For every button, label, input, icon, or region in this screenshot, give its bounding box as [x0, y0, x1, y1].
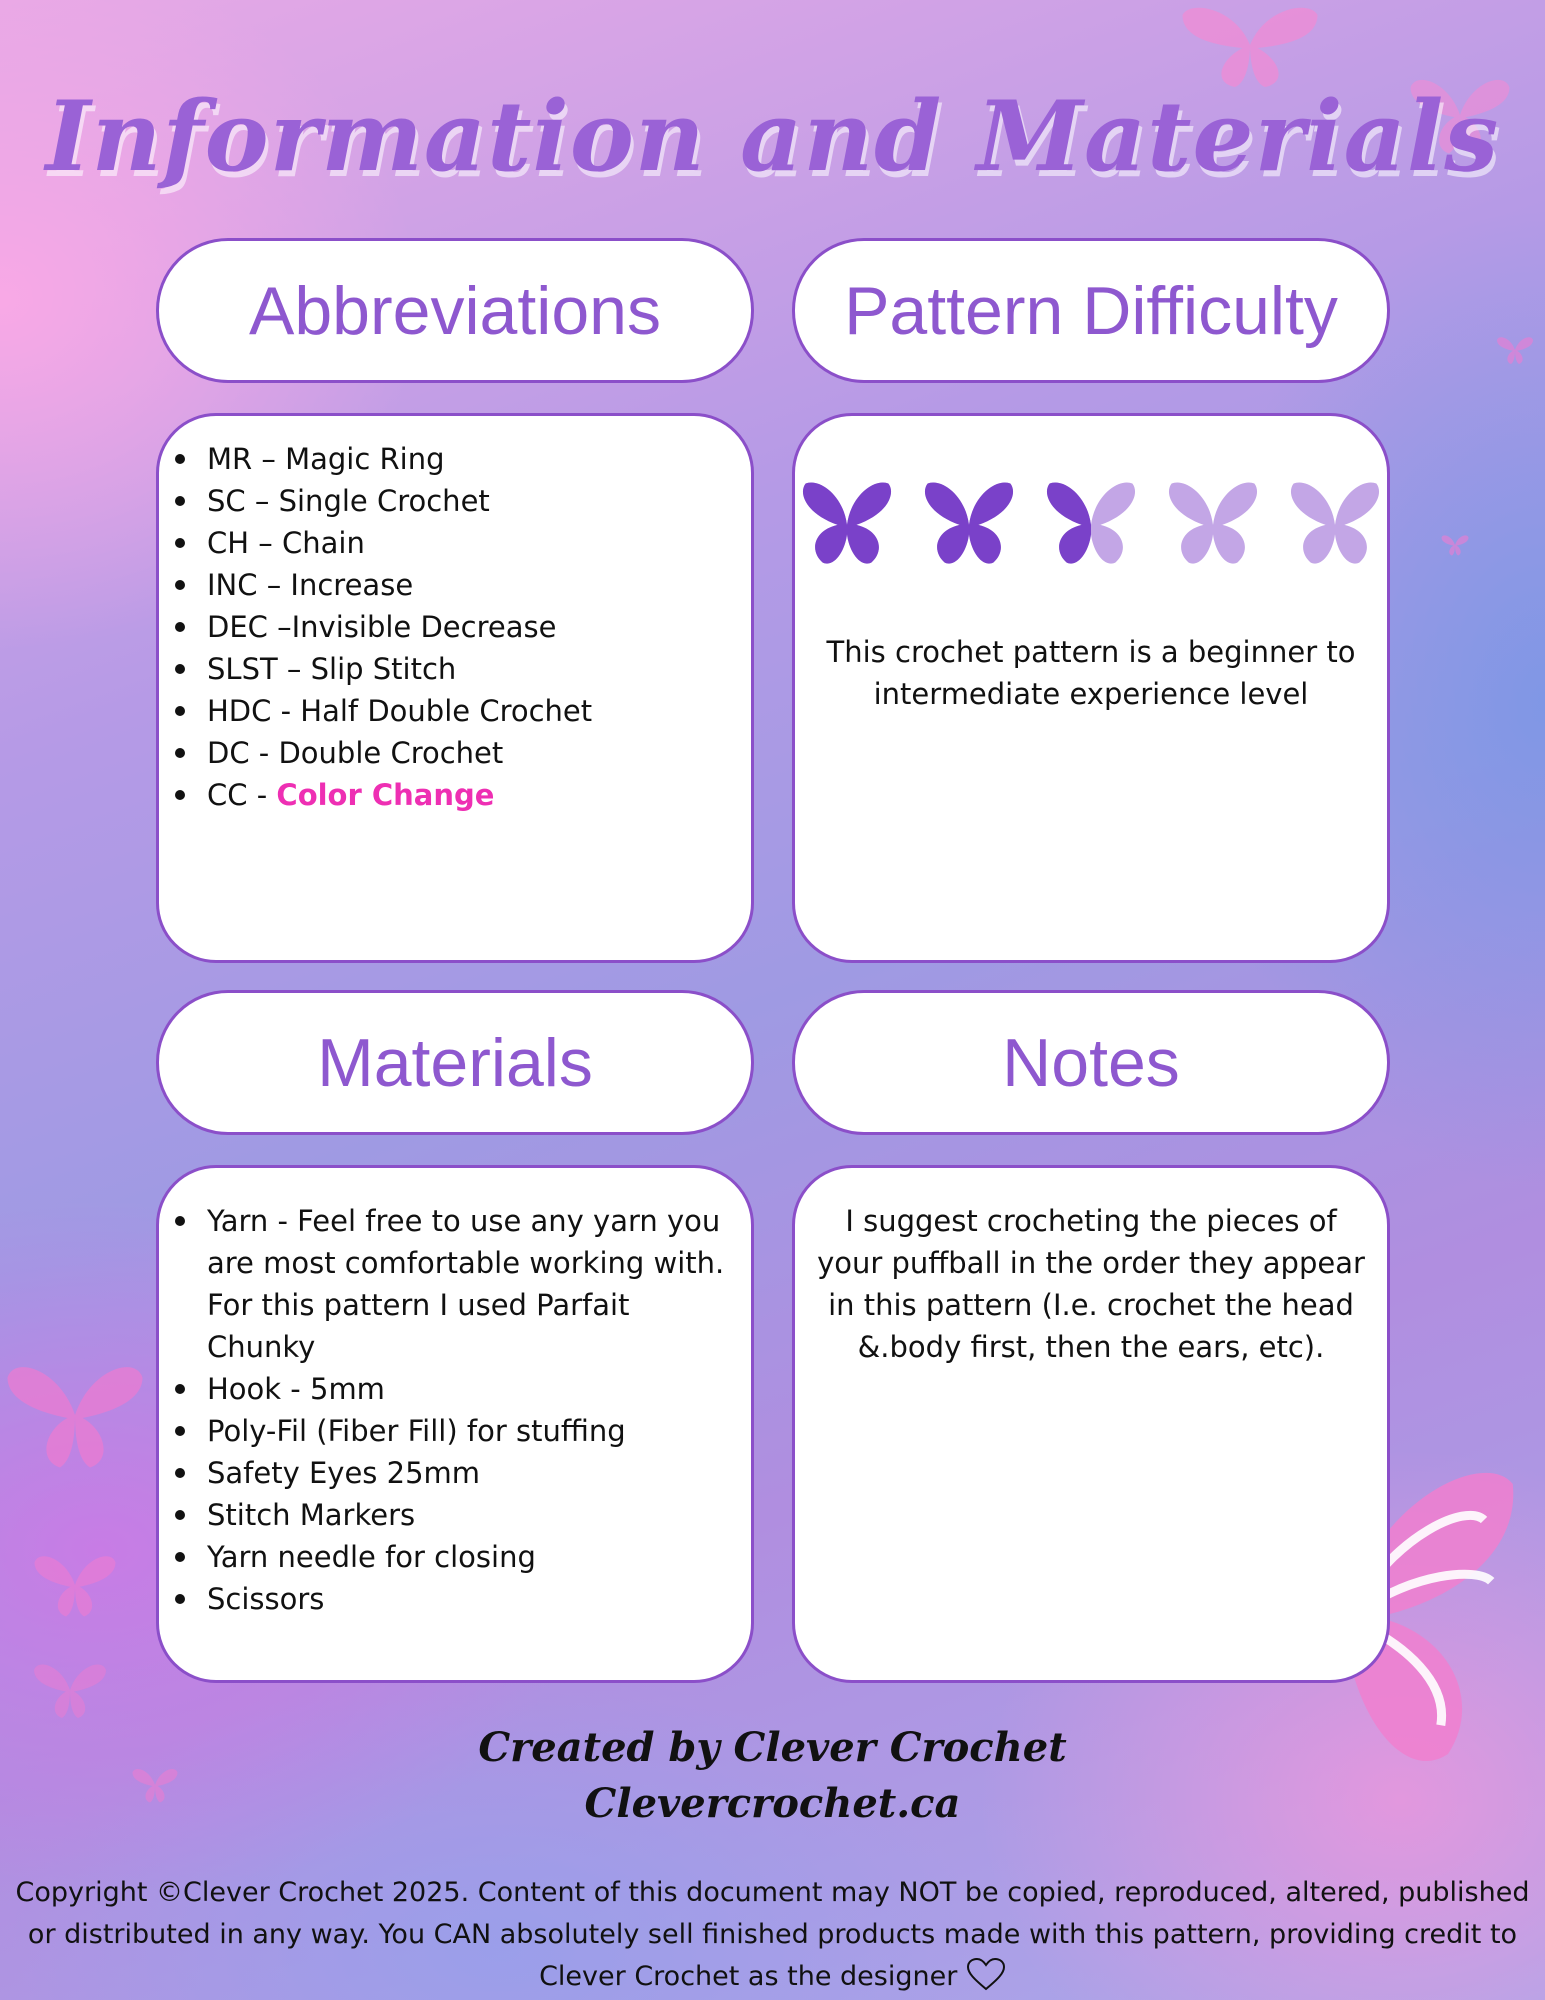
credits-website: Clevercrochet.ca: [584, 1780, 961, 1827]
difficulty-description: This crochet pattern is a beginner to intermediate experience level: [826, 635, 1356, 711]
butterfly-decoration-icon: [1495, 330, 1535, 370]
difficulty-butterfly-icon: [1161, 476, 1265, 570]
heart-icon: [966, 1957, 1006, 1991]
list-item: SC – Single Crochet: [207, 480, 751, 522]
copyright-notice: Copyright ©Clever Crochet 2025. Content of this document may NOT be copied, reproduced, altered, published or distributed in any way. You CAN absolutely sell finished products made with this pattern, providing credit to Clever Crochet as the designer: [15, 1877, 1530, 1992]
color-change-highlight: Color Change: [276, 778, 495, 812]
notes-panel: [792, 1165, 1390, 1683]
materials-list: [159, 1200, 743, 1620]
list-item: Poly-Fil (Fiber Fill) for stuffing: [207, 1410, 743, 1452]
list-item: Hook - 5mm: [207, 1368, 743, 1410]
list-item: Yarn needle for closing: [207, 1536, 743, 1578]
butterfly-decoration-icon: [1440, 530, 1470, 560]
list-item: HDC - Half Double Crochet: [207, 690, 751, 732]
difficulty-panel: [792, 413, 1390, 963]
list-item: Yarn - Feel free to use any yarn you are most comfortable working with. For this pattern I used Parfait Chunky: [207, 1200, 743, 1368]
list-item: SLST – Slip Stitch: [207, 648, 751, 690]
butterfly-decoration-icon: [0, 1330, 150, 1500]
abbreviations-list: [159, 438, 751, 816]
abbreviations-heading: Abbreviations: [156, 238, 754, 383]
notes-heading: Notes: [792, 990, 1390, 1135]
list-item: DC - Double Crochet: [207, 732, 751, 774]
list-item: CH – Chain: [207, 522, 751, 564]
difficulty-butterfly-icon: [1039, 476, 1143, 570]
page-title: Information and Materials: [45, 80, 1500, 193]
credits: [0, 1720, 1545, 1832]
difficulty-butterfly-icon: [1283, 476, 1387, 570]
credits-author: Created by Clever Crochet: [478, 1724, 1067, 1771]
list-item: Stitch Markers: [207, 1494, 743, 1536]
materials-heading: Materials: [156, 990, 754, 1135]
list-item: Safety Eyes 25mm: [207, 1452, 743, 1494]
difficulty-butterfly-icon: [795, 476, 899, 570]
materials-panel: [156, 1165, 754, 1683]
butterfly-decoration-icon: [1170, 0, 1330, 90]
list-item: DEC –Invisible Decrease: [207, 606, 751, 648]
abbreviations-panel: [156, 413, 754, 963]
difficulty-rating: [795, 476, 1387, 570]
list-item: Scissors: [207, 1578, 743, 1620]
difficulty-butterfly-icon: [917, 476, 1021, 570]
list-item: INC – Increase: [207, 564, 751, 606]
list-item: MR – Magic Ring: [207, 438, 751, 480]
list-item: CC - Color Change: [207, 774, 751, 816]
notes-text: I suggest crocheting the pieces of your puffball in the order they appear in this pattern (I.e. crochet the head &.body first, then the ears, etc).: [817, 1204, 1365, 1364]
butterfly-decoration-icon: [30, 1650, 110, 1730]
difficulty-heading: Pattern Difficulty: [792, 238, 1390, 383]
butterfly-decoration-icon: [30, 1540, 120, 1630]
